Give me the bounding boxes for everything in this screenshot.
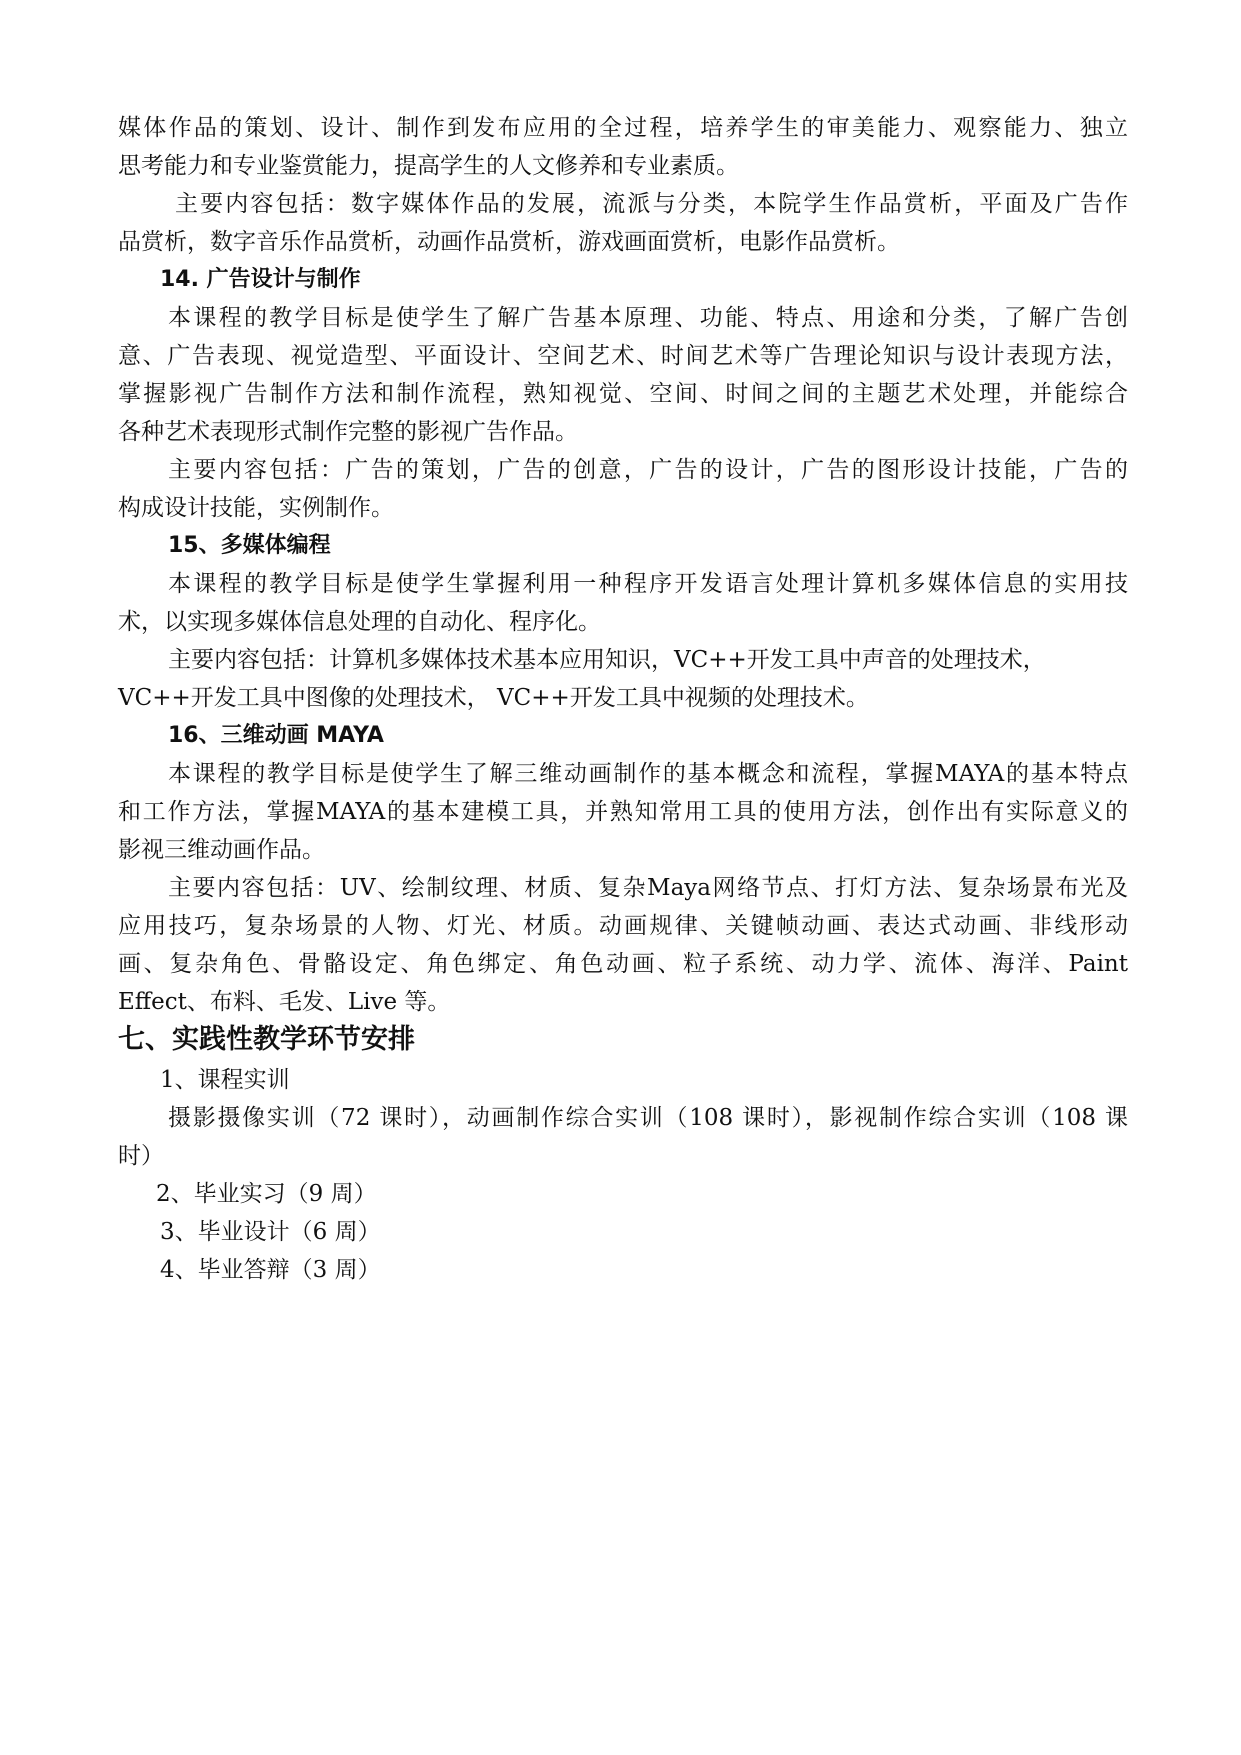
course-15-goal-line-1: 本课程的教学目标是使学生掌握利用一种程序开发语言处理计算机多媒体信息的实用技 [168, 571, 1128, 597]
course-16-content-line-4: Effect、布料、毛发、Live 等。 [118, 989, 451, 1015]
intro-content-line-1: 主要内容包括：数字媒体作品的发展，流派与分类，本院学生作品赏析，平面及广告作 [175, 191, 1128, 217]
course-14-goal-line-2: 意、广告表现、视觉造型、平面设计、空间艺术、时间艺术等广告理论知识与设计表现方法， [118, 343, 1128, 369]
course-14-heading: 14. 广告设计与制作 [160, 267, 361, 292]
section-7-heading: 七、实践性教学环节安排 [118, 1024, 415, 1055]
course-16-goal-line-2: 和工作方法，掌握MAYA的基本建模工具，并熟知常用工具的使用方法，创作出有实际意义的 [118, 799, 1128, 825]
course-14-content-line-2: 构成设计技能，实例制作。 [118, 495, 394, 521]
section-7-item-4: 4、毕业答辩（3 周） [160, 1257, 381, 1283]
course-15-content-line-2: VC++开发工具中图像的处理技术， VC++开发工具中视频的处理技术。 [118, 685, 869, 711]
section-7-item-2: 2、毕业实习（9 周） [156, 1181, 377, 1207]
course-15-goal-line-2: 术，以实现多媒体信息处理的自动化、程序化。 [118, 609, 601, 635]
course-16-goal-line-3: 影视三维动画作品。 [118, 837, 325, 863]
intro-content-line-2: 品赏析，数字音乐作品赏析，动画作品赏析，游戏画面赏析，电影作品赏析。 [118, 229, 900, 255]
course-14-content-line-1: 主要内容包括：广告的策划，广告的创意，广告的设计，广告的图形设计技能，广告的 [168, 457, 1128, 483]
intro-line-1: 媒体作品的策划、设计、制作到发布应用的全过程，培养学生的审美能力、观察能力、独立 [118, 115, 1128, 141]
course-16-content-line-2: 应用技巧，复杂场景的人物、灯光、材质。动画规律、关键帧动画、表达式动画、非线形动 [118, 913, 1128, 939]
section-7-item-1-title: 1、课程实训 [160, 1067, 290, 1093]
course-14-goal-line-1: 本课程的教学目标是使学生了解广告基本原理、功能、特点、用途和分类，了解广告创 [168, 305, 1128, 331]
course-15-content-line-1: 主要内容包括：计算机多媒体技术基本应用知识，VC++开发工具中声音的处理技术， [168, 647, 1046, 673]
course-15-heading: 15、多媒体编程 [168, 533, 331, 558]
course-16-goal-line-1: 本课程的教学目标是使学生了解三维动画制作的基本概念和流程，掌握MAYA的基本特点 [168, 761, 1128, 787]
course-14-goal-line-3: 掌握影视广告制作方法和制作流程，熟知视觉、空间、时间之间的主题艺术处理，并能综合 [118, 381, 1128, 407]
intro-line-2: 思考能力和专业鉴赏能力，提高学生的人文修养和专业素质。 [118, 153, 739, 179]
course-16-heading: 16、三维动画 MAYA [168, 723, 384, 748]
section-7-item-3: 3、毕业设计（6 周） [160, 1219, 381, 1245]
section-7-item-1-line-2: 时） [118, 1143, 164, 1169]
course-14-goal-line-4: 各种艺术表现形式制作完整的影视广告作品。 [118, 419, 578, 445]
course-16-content-line-3: 画、复杂角色、骨骼设定、角色绑定、角色动画、粒子系统、动力学、流体、海洋、Paint [118, 951, 1128, 977]
section-7-item-1-line-1: 摄影摄像实训（72 课时），动画制作综合实训（108 课时），影视制作综合实训（108 课 [168, 1105, 1128, 1131]
course-16-content-line-1: 主要内容包括：UV、绘制纹理、材质、复杂Maya网络节点、打灯方法、复杂场景布光及 [168, 875, 1128, 901]
